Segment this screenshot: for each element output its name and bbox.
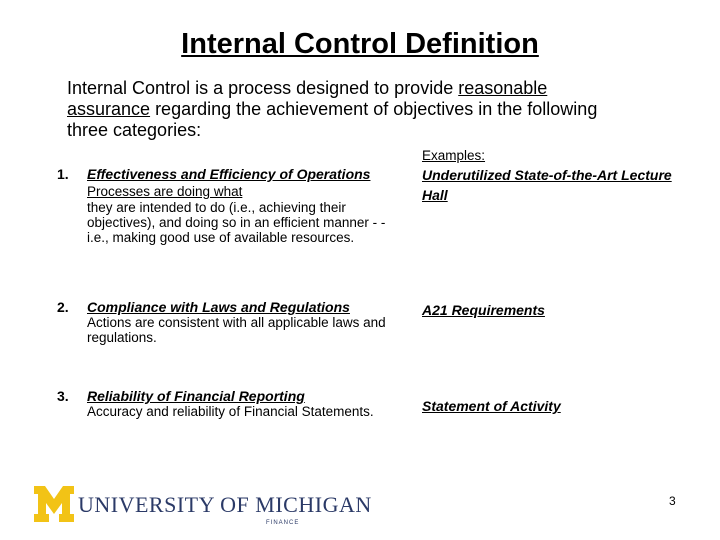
- example-3: Statement of Activity: [422, 398, 561, 414]
- category-item-1: [57, 166, 402, 245]
- examples-label: Examples:: [422, 148, 486, 163]
- page-title: Internal Control Definition: [181, 28, 539, 60]
- category-item-2: [57, 299, 402, 345]
- item-heading: Compliance with Laws and Regulations: [87, 299, 350, 315]
- logo-subtext: FINANCE: [266, 520, 300, 526]
- item-heading-text: Effectiveness and Efficiency of Operations: [87, 166, 371, 182]
- item-number: 3.: [57, 388, 69, 404]
- item-description: Actions are consistent with all applicable laws and regulations.: [87, 315, 386, 345]
- intro-paragraph: [67, 78, 627, 141]
- item-number: 1.: [57, 166, 69, 182]
- page-number: 3: [669, 494, 676, 508]
- category-item-3: [57, 388, 402, 419]
- intro-text-2: regarding the achievement of objectives in the following three categories:: [67, 99, 598, 140]
- logo-text: UNIVERSITY OF MICHIGAN: [78, 492, 372, 517]
- block-m-icon: [34, 486, 74, 522]
- example-1: Underutilized State-of-the-Art Lecture Hall: [422, 167, 672, 203]
- example-2: A21 Requirements: [422, 302, 545, 318]
- intro-underlined-text: reasonable assurance: [67, 78, 548, 119]
- item-number: 2.: [57, 299, 69, 315]
- item-description-inline: Processes are doing what: [87, 184, 243, 199]
- intro-text-1: Internal Control is a process designed to provide: [67, 78, 459, 98]
- item-heading: [87, 166, 402, 200]
- item-description: Accuracy and reliability of Financial Statements.: [87, 404, 374, 419]
- item-description: they are intended to do (i.e., achieving their objectives), and doing so in an efficient manner - - i.e., making good use of available resources.: [87, 200, 386, 245]
- item-heading: Reliability of Financial Reporting: [87, 388, 305, 404]
- example-block-1: [422, 147, 682, 205]
- university-logo: [34, 486, 372, 530]
